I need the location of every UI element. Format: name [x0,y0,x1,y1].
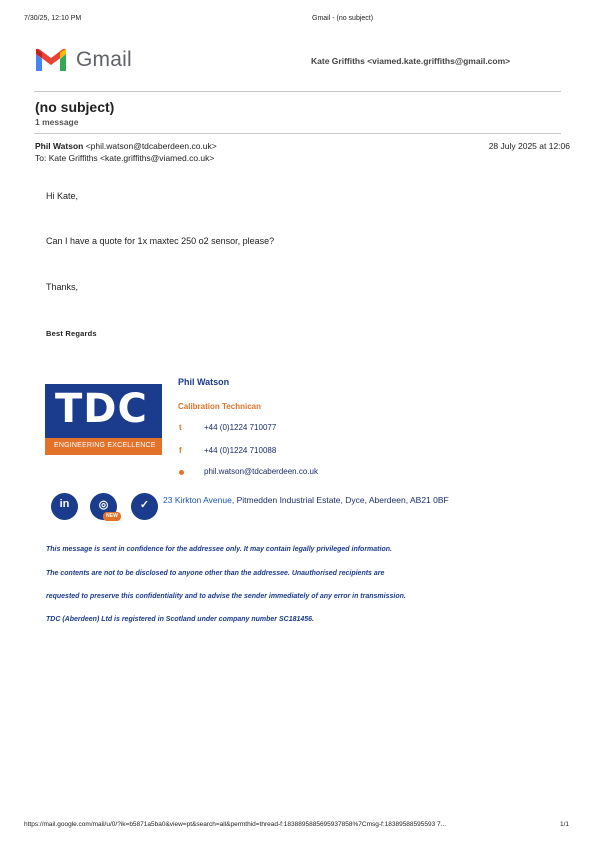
disclaimer-line: TDC (Aberdeen) Ltd is registered in Scotland under company number SC181456. [46,616,315,623]
disclaimer-line: This message is sent in confidence for the addressee only. It may contain legally privileged information. [46,546,392,553]
message-body: Can I have a quote for 1x maxtec 250 o2 sensor, please? [46,236,275,246]
email-bullet-icon [179,470,184,475]
signature-role: Calibration Technican [178,402,261,411]
sender-name: Phil Watson [35,141,84,151]
address-street-link[interactable]: 23 Kirkton Avenue [163,495,232,505]
chat-glyph: ✓ [139,499,150,511]
thread-subject: (no subject) [35,99,115,115]
print-page-number: 1/1 [560,821,570,828]
greeting: Hi Kate, [46,191,79,201]
web-glyph: ◎ [98,499,109,511]
web-icon[interactable] [90,493,117,520]
print-url: https://mail.google.com/mail/u/0/?ik=b5871a5ba0&view=pt&search=all&permthid=thread-f:1838895885695937858%7Cmsg-f:18389588595593 7... [24,821,447,828]
recipient: To: Kate Griffiths <kate.griffiths@viamed.co.uk> [35,153,215,163]
best-regards: Best Regards [46,329,97,338]
divider [34,133,561,134]
tdc-logo-tagline: ENGINEERING EXCELLENCE [54,442,156,449]
tdc-logo-letters: TDC [55,386,148,432]
sender [35,141,217,151]
thanks: Thanks, [46,282,79,292]
tel-label: t [179,423,182,432]
fax-label: f [179,446,182,455]
signature-address [163,495,449,505]
gmail-logo[interactable] [34,47,144,75]
signature-email[interactable]: phil.watson@tdcaberdeen.co.uk [204,467,318,476]
linkedin-icon[interactable] [51,493,78,520]
disclaimer-line: The contents are not to be disclosed to anyone other than the addressee. Unauthorised recipients are [46,570,385,577]
address-rest: , Pitmedden Industrial Estate, Dyce, Aberdeen, AB21 0BF [231,495,449,505]
tdc-logo [45,384,162,455]
new-badge [103,512,121,521]
linkedin-glyph: in [59,498,70,510]
message-date: 28 July 2025 at 12:06 [488,141,570,151]
fax-number: +44 (0)1224 710088 [204,446,277,455]
tel-number[interactable]: +44 (0)1224 710077 [204,423,277,432]
signature-name: Phil Watson [178,377,230,387]
message-count: 1 message [35,117,79,127]
divider [34,91,561,92]
print-datetime: 7/30/25, 12:10 PM [24,15,82,22]
sender-email[interactable]: <phil.watson@tdcaberdeen.co.uk> [85,141,217,151]
disclaimer-line: requested to preserve this confidentiality and to advise the sender immediately of any error in transmission. [46,593,406,600]
chat-icon[interactable] [131,493,158,520]
print-page-title: Gmail - (no subject) [312,15,374,22]
account-label: Kate Griffiths <viamed.kate.griffiths@gmail.com> [311,56,511,66]
gmail-wordmark: Gmail [76,48,132,71]
tdc-logo-band [45,438,162,455]
gmail-m-icon [34,47,68,73]
new-badge-label: NEW [106,513,118,519]
